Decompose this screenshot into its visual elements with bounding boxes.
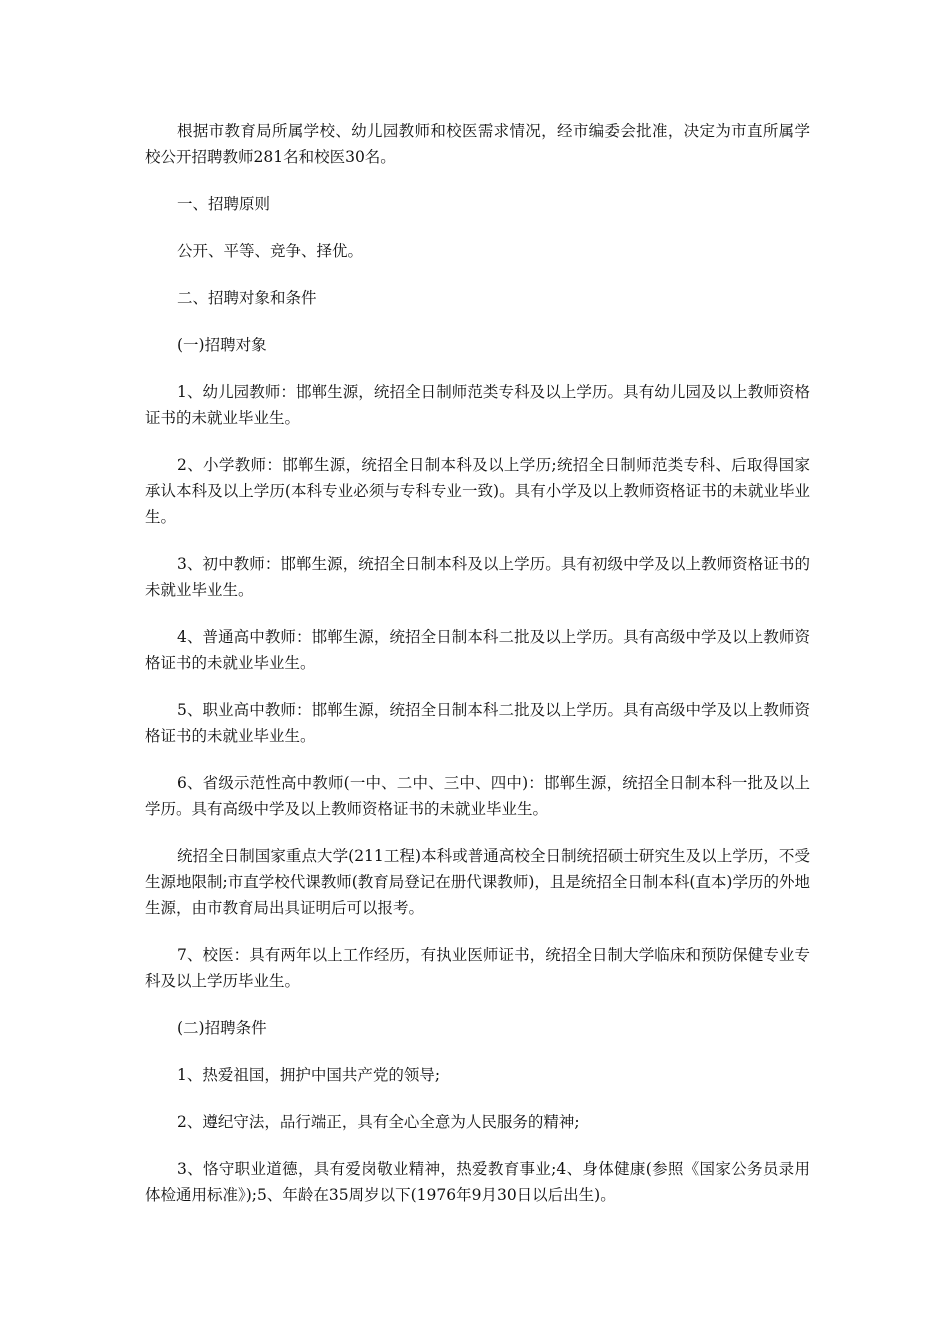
target-exception-paragraph: 统招全日制国家重点大学(211工程)本科或普通高校全日制统招硕士研究生及以上学历，不受生源地限制;市直学校代课教师(教育局登记在册代课教师)，且是统招全日制本科(直本)学历的外地生源，由市教育局出具证明后可以报考。 [145,847,810,917]
condition-2: 2、遵纪守法，品行端正，具有全心全意为人民服务的精神; [177,1113,580,1131]
target-vocational-teacher: 5、职业高中教师：邯郸生源，统招全日制本科二批及以上学历。具有高级中学及以上教师资格证书的未就业毕业生。 [145,701,810,745]
target-junior-high-teacher: 3、初中教师：邯郸生源，统招全日制本科及以上学历。具有初级中学及以上教师资格证书的未就业毕业生。 [145,555,810,599]
target-kindergarten-teacher: 1、幼儿园教师：邯郸生源，统招全日制师范类专科及以上学历。具有幼儿园及以上教师资格证书的未就业毕业生。 [145,383,810,427]
subsection-heading-conditions: (二)招聘条件 [177,1019,267,1037]
section-heading-principles: 一、招聘原则 [177,195,271,213]
subsection-heading-targets: (一)招聘对象 [177,336,267,354]
target-high-school-teacher: 4、普通高中教师：邯郸生源，统招全日制本科二批及以上学历。具有高级中学及以上教师资格证书的未就业毕业生。 [145,628,810,672]
target-school-doctor: 7、校医：具有两年以上工作经历，有执业医师证书，统招全日制大学临床和预防保健专业专科及以上学历毕业生。 [145,946,810,990]
target-model-high-school-teacher: 6、省级示范性高中教师(一中、二中、三中、四中)：邯郸生源，统招全日制本科一批及以上学历。具有高级中学及以上教师资格证书的未就业毕业生。 [145,774,810,818]
principles-paragraph: 公开、平等、竞争、择优。 [177,242,364,260]
document-body [145,118,810,1229]
condition-3-5: 3、恪守职业道德，具有爱岗敬业精神，热爱教育事业;4、身体健康(参照《国家公务员录用体检通用标准》);5、年龄在35周岁以下(1976年9月30日以后出生)。 [145,1160,810,1204]
section-heading-targets-conditions: 二、招聘对象和条件 [177,289,317,307]
target-primary-teacher: 2、小学教师：邯郸生源，统招全日制本科及以上学历;统招全日制师范类专科、后取得国家承认本科及以上学历(本科专业必须与专科专业一致)。具有小学及以上教师资格证书的未就业毕业生。 [145,456,810,526]
condition-1: 1、热爱祖国，拥护中国共产党的领导; [177,1066,441,1084]
intro-paragraph: 根据市教育局所属学校、幼儿园教师和校医需求情况，经市编委会批准，决定为市直所属学校公开招聘教师281名和校医30名。 [145,122,810,166]
